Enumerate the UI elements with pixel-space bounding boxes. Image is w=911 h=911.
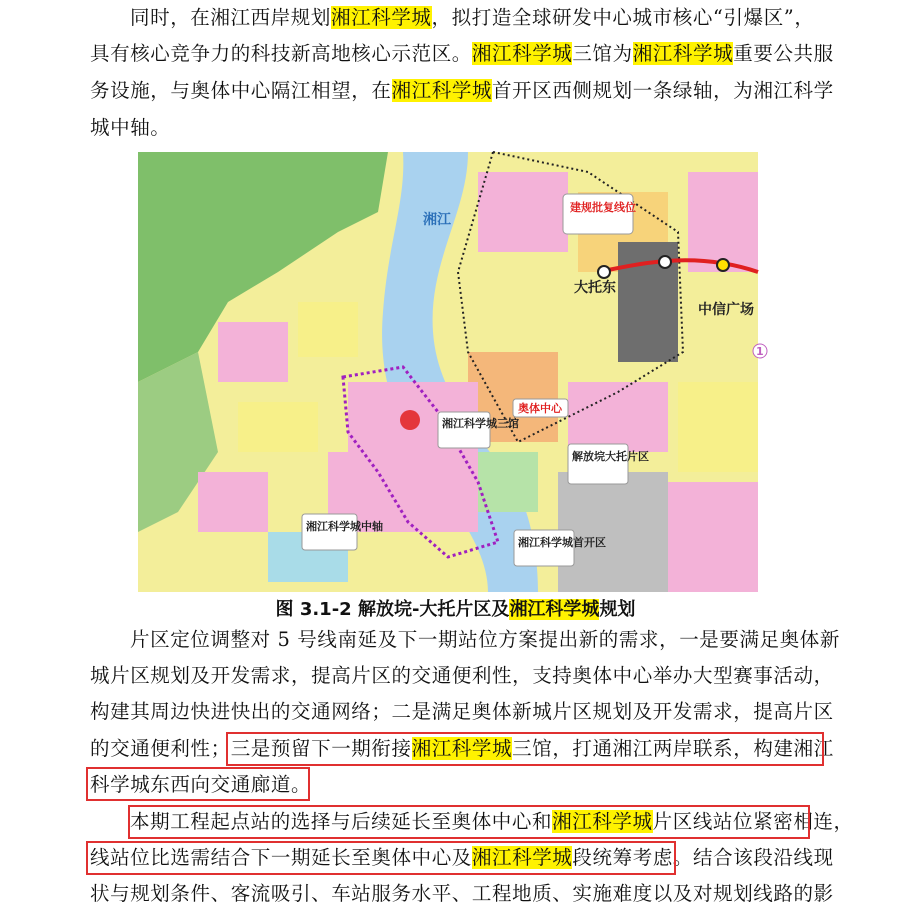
para3-line3: 状与规划条件、客流吸引、车站服务水平、工程地质、实施难度以及对规划线路的影 (90, 882, 834, 905)
river-label: 湘江 (423, 212, 451, 228)
annotation-box-3 (128, 805, 810, 839)
central-axis-label: 湘江科学城中轴 (306, 520, 383, 533)
para1-line2: 具有核心竞争力的科技新高地核心示范区。湘江科学城三馆为湘江科学城重要公共服 (90, 42, 834, 65)
figure-caption: 图 3.1-2 解放垸-大托片区及湘江科学城规划 (275, 599, 636, 620)
annotation-box-4 (86, 841, 676, 875)
first-area-label: 湘江科学城首开区 (518, 536, 606, 549)
approved-line-label: 建规批复线位 (570, 201, 636, 214)
line-1-badge: 1 (756, 345, 764, 358)
station-datuo-label: 大托东 (574, 280, 616, 296)
three-halls-label: 湘江科学城三馆 (442, 417, 519, 430)
sports-center-label: 奥体中心 (518, 402, 562, 415)
para1-line4: 城中轴。 (90, 116, 171, 139)
annotation-box-2 (86, 767, 310, 801)
para2-line1: 片区定位调整对 5 号线南延及下一期站位方案提出新的需求，一是要满足奥体新 (130, 628, 841, 651)
para1-line1: 同时，在湘江西岸规划湘江科学城，拟打造全球研发中心城市核心“引爆区”， (130, 6, 815, 29)
para2-line3: 构建其周边快进快出的交通网络；二是满足奥体新城片区规划及开发需求，提高片区 (90, 700, 834, 723)
para3-line2: 线站位比选需结合下一期延长至奥体中心及湘江科学城段统筹考虑。结合该段沿线现 (90, 846, 834, 869)
para2-line2: 城片区规划及开发需求，提高片区的交通便利性，支持奥体中心举办大型赛事活动， (90, 664, 834, 687)
annotation-box-1 (226, 732, 824, 766)
para2-line5: 科学城东西向交通廊道。 (90, 773, 312, 796)
para1-line3: 务设施，与奥体中心隔江相望，在湘江科学城首开区西侧规划一条绿轴，为湘江科学 (90, 79, 834, 102)
planning-map (138, 152, 764, 592)
para3-line1: 本期工程起点站的选择与后续延长至奥体中心和湘江科学城片区线站位紧密相连， (130, 810, 854, 833)
station-zhongxin-label: 中信广场 (698, 302, 754, 318)
para2-line4: 的交通便利性；三是预留下一期衔接湘江科学城三馆，打通湘江两岸联系，构建湘江 (90, 737, 834, 760)
area-jfk-label: 解放垸大托片区 (572, 450, 649, 463)
